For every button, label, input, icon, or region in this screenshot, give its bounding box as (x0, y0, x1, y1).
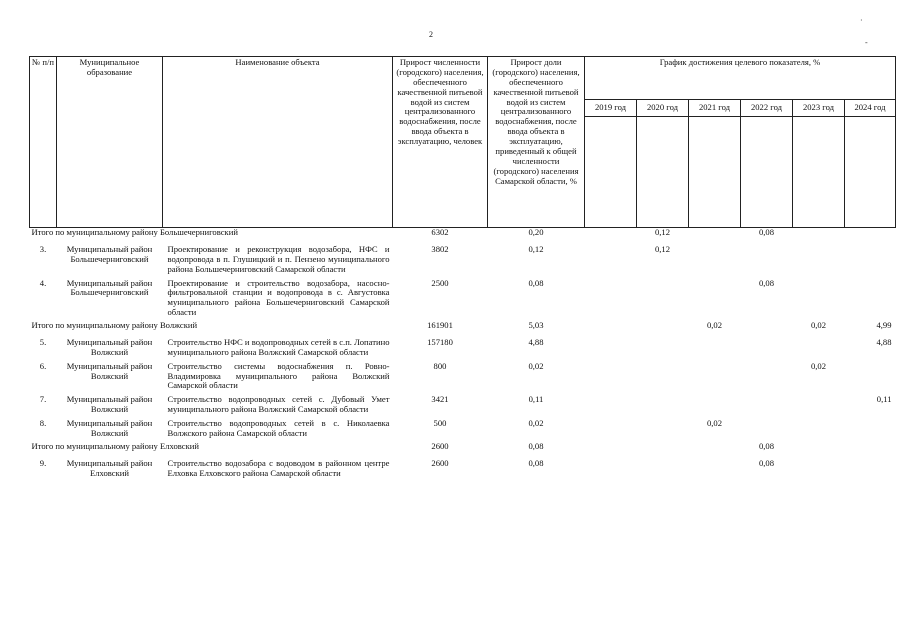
year-value (585, 337, 637, 361)
table-row (30, 244, 896, 278)
year-value (637, 361, 689, 395)
year-value: 4,99 (876, 320, 892, 330)
population-growth-value: 161901 (427, 320, 453, 330)
year-value: 0,02 (810, 360, 827, 371)
year-value (793, 394, 845, 418)
year-value (793, 278, 845, 322)
share-growth-value: 0,11 (528, 394, 544, 405)
year-value (689, 458, 741, 482)
year-value (793, 418, 845, 442)
year-value (845, 442, 896, 458)
header-year-spacer (845, 117, 896, 228)
header-year: 2019 год (585, 100, 637, 117)
subtotal-label: Итого по муниципальному району Большечерниговский (31, 227, 238, 237)
scan-mark-dot: · (860, 16, 863, 25)
water-projects-table (29, 56, 896, 481)
share-growth-value: 0,08 (528, 440, 544, 451)
year-value (793, 244, 845, 278)
share-growth-value: 0,12 (528, 243, 544, 254)
year-value: 0,02 (706, 418, 723, 428)
year-value (637, 337, 689, 361)
header-year: 2024 год (845, 100, 896, 117)
year-value (845, 244, 896, 278)
row-object-name: Строительство системы водоснабжения п. Ровно-Владимировка муниципального района Волжский Самарской области (167, 360, 390, 391)
year-value: 0,08 (758, 457, 775, 468)
row-number: 9. (39, 457, 47, 468)
year-value: 0,02 (810, 320, 827, 330)
population-growth-value: 2600 (431, 440, 449, 451)
header-municipality: Муниципальное образование (57, 57, 163, 228)
year-value (689, 337, 741, 361)
year-value (793, 458, 845, 482)
row-municipality: Муниципальный район Волжский (66, 336, 153, 357)
year-value (637, 394, 689, 418)
page-number: 2 (429, 30, 433, 39)
year-value (689, 228, 741, 244)
row-municipality: Муниципальный район Волжский (66, 360, 153, 381)
year-value (741, 321, 793, 337)
row-object-name: Строительство НФС и водопроводных сетей в с.п. Лопатино муниципального района Волжский Самарской области (167, 336, 390, 357)
population-growth-value: 3421 (431, 394, 449, 405)
year-value (585, 321, 637, 337)
table-row (30, 361, 896, 395)
population-growth-value: 157180 (427, 336, 453, 347)
table-row (30, 458, 896, 482)
population-growth-value: 3802 (431, 243, 449, 254)
year-value (585, 442, 637, 458)
year-value (793, 228, 845, 244)
year-value (689, 278, 741, 322)
row-object-name: Строительство водопроводных сетей с. Дубовый Умет муниципального района Волжский Самарской области (167, 394, 390, 415)
row-municipality: Муниципальный район Волжский (66, 394, 153, 415)
year-value (585, 244, 637, 278)
year-value (793, 337, 845, 361)
year-value (741, 244, 793, 278)
year-value (585, 418, 637, 442)
table-row (30, 337, 896, 361)
header-year: 2023 год (793, 100, 845, 117)
row-municipality: Муниципальный район Волжский (66, 418, 153, 438)
year-value (637, 458, 689, 482)
population-growth-value: 500 (433, 418, 447, 428)
year-value (845, 418, 896, 442)
header-year: 2021 год (689, 100, 741, 117)
row-number: 5. (39, 336, 47, 347)
subtotal-label: Итого по муниципальному району Елховский (31, 440, 199, 451)
table-header (30, 57, 896, 228)
year-value (793, 442, 845, 458)
row-number: 4. (39, 277, 47, 288)
row-number: 3. (39, 243, 47, 254)
subtotal-row (30, 321, 896, 337)
header-schedule: График достижения целевого показателя, % (585, 57, 896, 100)
year-value: 0,02 (706, 320, 723, 330)
header-year-spacer (741, 117, 793, 228)
year-value (845, 278, 896, 322)
subtotal-row (30, 442, 896, 458)
year-value: 0,12 (654, 243, 671, 254)
year-value (845, 361, 896, 395)
header-year-spacer (689, 117, 741, 228)
share-growth-value: 0,20 (528, 227, 544, 237)
population-growth-value: 800 (433, 360, 447, 371)
year-value: 4,88 (876, 336, 892, 347)
year-value (689, 394, 741, 418)
population-growth-value: 2600 (431, 457, 449, 468)
table-row (30, 278, 896, 322)
header-year: 2020 год (637, 100, 689, 117)
header-year-spacer (793, 117, 845, 228)
row-municipality: Муниципальный район Большечерниговский (66, 277, 153, 298)
header-year: 2022 год (741, 100, 793, 117)
population-growth-value: 2500 (431, 277, 449, 288)
row-object-name: Строительство водозабора с водоводом в районном центре Елховка Елховского района Самарской области (167, 457, 390, 478)
subtotal-label: Итого по муниципальному району Волжский (31, 320, 198, 330)
year-value (637, 442, 689, 458)
year-value: 0,08 (758, 227, 775, 237)
header-population-growth: Прирост численности (городского) населения, обеспеченного качественной питьевой водой из систем централизованного водоснабжения, после ввода объекта в эксплуатацию, человек (393, 57, 488, 228)
share-growth-value: 4,88 (528, 336, 544, 347)
year-value: 0,08 (758, 277, 775, 288)
year-value: 0,08 (758, 440, 775, 451)
header-object: Наименование объекта (163, 57, 393, 228)
year-value: 0,11 (876, 394, 892, 405)
year-value (637, 418, 689, 442)
year-value: 0,12 (654, 227, 671, 237)
table-row (30, 418, 896, 442)
population-growth-value: 6302 (431, 227, 449, 237)
row-object-name: Проектирование и реконструкция водозабора, НФС и водопровода в п. Глушицкий и п. Пензено муниципального района Большечерниговский Самарской области (167, 243, 390, 274)
year-value (585, 458, 637, 482)
year-value (845, 458, 896, 482)
year-value (741, 418, 793, 442)
header-year-spacer (637, 117, 689, 228)
table-row (30, 394, 896, 418)
year-value (741, 394, 793, 418)
year-value (637, 278, 689, 322)
row-municipality: Муниципальный район Большечерниговский (66, 243, 153, 264)
year-value (585, 394, 637, 418)
row-object-name: Проектирование и строительство водозабора, насосно-фильтровальной станции и водопровода в с. Августовка муниципального района Большечерниговский Самарской области (167, 277, 390, 318)
header-share-growth: Прирост доли (городского) населения, обеспеченного качественной питьевой водой из систем централизованного водоснабжения, после ввода объекта в эксплуатацию, приведенный к общей численности (городского) населения Самарской области, % (488, 57, 585, 228)
share-growth-value: 0,02 (528, 418, 544, 428)
year-value (845, 228, 896, 244)
year-value (585, 361, 637, 395)
year-value (585, 278, 637, 322)
year-value (741, 361, 793, 395)
row-number: 7. (39, 394, 47, 405)
table-body (30, 228, 896, 482)
subtotal-row (30, 228, 896, 244)
header-year-spacer (585, 117, 637, 228)
year-value (637, 321, 689, 337)
row-number: 8. (39, 418, 47, 428)
share-growth-value: 0,08 (528, 277, 544, 288)
row-municipality: Муниципальный район Елховский (66, 457, 153, 478)
scan-mark-dash: - (865, 38, 868, 47)
share-growth-value: 5,03 (528, 320, 544, 330)
share-growth-value: 0,08 (528, 457, 544, 468)
header-num: № п/п (30, 57, 57, 228)
row-number: 6. (39, 360, 47, 371)
year-value (689, 361, 741, 395)
year-value (741, 337, 793, 361)
year-value (689, 244, 741, 278)
share-growth-value: 0,02 (528, 360, 544, 371)
year-value (585, 228, 637, 244)
year-value (689, 442, 741, 458)
row-object-name: Строительство водопроводных сетей в с. Николаевка Волжского района Самарской области (167, 418, 390, 438)
